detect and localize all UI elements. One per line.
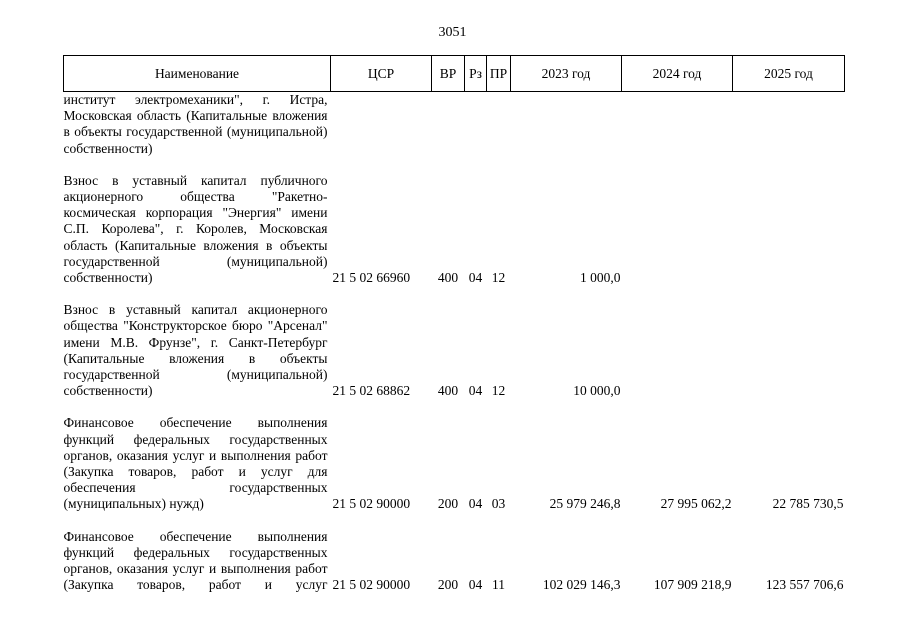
row-2025: 123 557 706,6	[765, 577, 844, 593]
budget-table	[63, 55, 845, 593]
header-2023: 2023 год	[511, 56, 622, 92]
table-row	[64, 92, 845, 157]
row-pr	[487, 92, 511, 157]
row-2023: 102 029 146,3	[542, 577, 621, 593]
row-vr: 400	[437, 383, 459, 399]
row-2024: 27 995 062,2	[660, 496, 732, 512]
row-name: Взнос в уставный капитал акционерного общества "Конструкторское бюро "Арсенал" имени М.В. Фрунзе", г. Санкт-Петербург (Капитальные вложения в объекты государственной (муниципальной) собственности)	[63, 302, 328, 399]
row-2024	[622, 302, 733, 399]
row-csr	[331, 92, 432, 157]
header-name: Наименование	[64, 56, 331, 92]
row-2024	[622, 173, 733, 286]
header-2024: 2024 год	[622, 56, 733, 92]
table-header-row	[64, 56, 845, 92]
row-csr: 21 5 02 90000	[332, 577, 411, 593]
table-row	[64, 302, 845, 399]
row-2024	[622, 92, 733, 157]
page-number: 3051	[438, 25, 467, 40]
row-name: Финансовое обеспечение выполнения функций федеральных государственных органов, оказания услуг и выполнения работ (Закупка товаров, работ и услуг для обеспечения государственных (муниципальных) нужд)	[63, 415, 328, 512]
row-rz	[465, 92, 487, 157]
table-row	[64, 415, 845, 512]
row-rz: 04	[468, 577, 483, 593]
row-name: Взнос в уставный капитал публичного акционерного общества "Ракетно-космическая корпорация "Энергия" имени С.П. Королева", г. Королев, Московская область (Капитальные вложения в объекты государственной (муниципальной) собственности)	[63, 172, 328, 286]
row-pr: 12	[491, 270, 506, 286]
row-2025	[733, 173, 845, 286]
table-row	[64, 173, 845, 286]
row-rz: 04	[468, 496, 483, 512]
row-spacer	[64, 399, 845, 415]
row-2025	[733, 92, 845, 157]
row-csr: 21 5 02 68862	[332, 383, 411, 399]
row-rz: 04	[468, 270, 483, 286]
row-vr	[432, 92, 465, 157]
row-2025: 22 785 730,5	[772, 496, 844, 512]
row-pr: 03	[491, 496, 506, 512]
row-2023: 1 000,0	[580, 270, 621, 286]
row-spacer	[64, 513, 845, 529]
header-pr: ПР	[487, 56, 511, 92]
row-spacer	[64, 286, 845, 302]
row-csr: 21 5 02 66960	[332, 270, 411, 286]
row-2023: 25 979 246,8	[549, 496, 621, 512]
header-rz: Рз	[465, 56, 487, 92]
header-csr: ЦСР	[331, 56, 432, 92]
header-vr: ВР	[432, 56, 465, 92]
row-2023	[511, 92, 622, 157]
row-vr: 200	[437, 577, 459, 593]
row-2023: 10 000,0	[573, 383, 621, 399]
row-csr: 21 5 02 90000	[332, 496, 411, 512]
row-vr: 400	[437, 270, 459, 286]
row-name: институт электромеханики", г. Истра, Московская область (Капитальные вложения в объекты государственной (муниципальной) собственности)	[63, 92, 328, 156]
row-pr: 12	[491, 383, 506, 399]
row-pr: 11	[492, 577, 505, 593]
row-spacer	[64, 157, 845, 173]
table-row	[64, 529, 845, 594]
row-2025	[733, 302, 845, 399]
row-name: Финансовое обеспечение выполнения функций федеральных государственных органов, оказания услуг и выполнения работ (Закупка товаров, работ и услуг	[63, 528, 328, 593]
row-vr: 200	[437, 496, 459, 512]
row-2024: 107 909 218,9	[653, 577, 732, 593]
row-rz: 04	[468, 383, 483, 399]
header-2025: 2025 год	[733, 56, 845, 92]
